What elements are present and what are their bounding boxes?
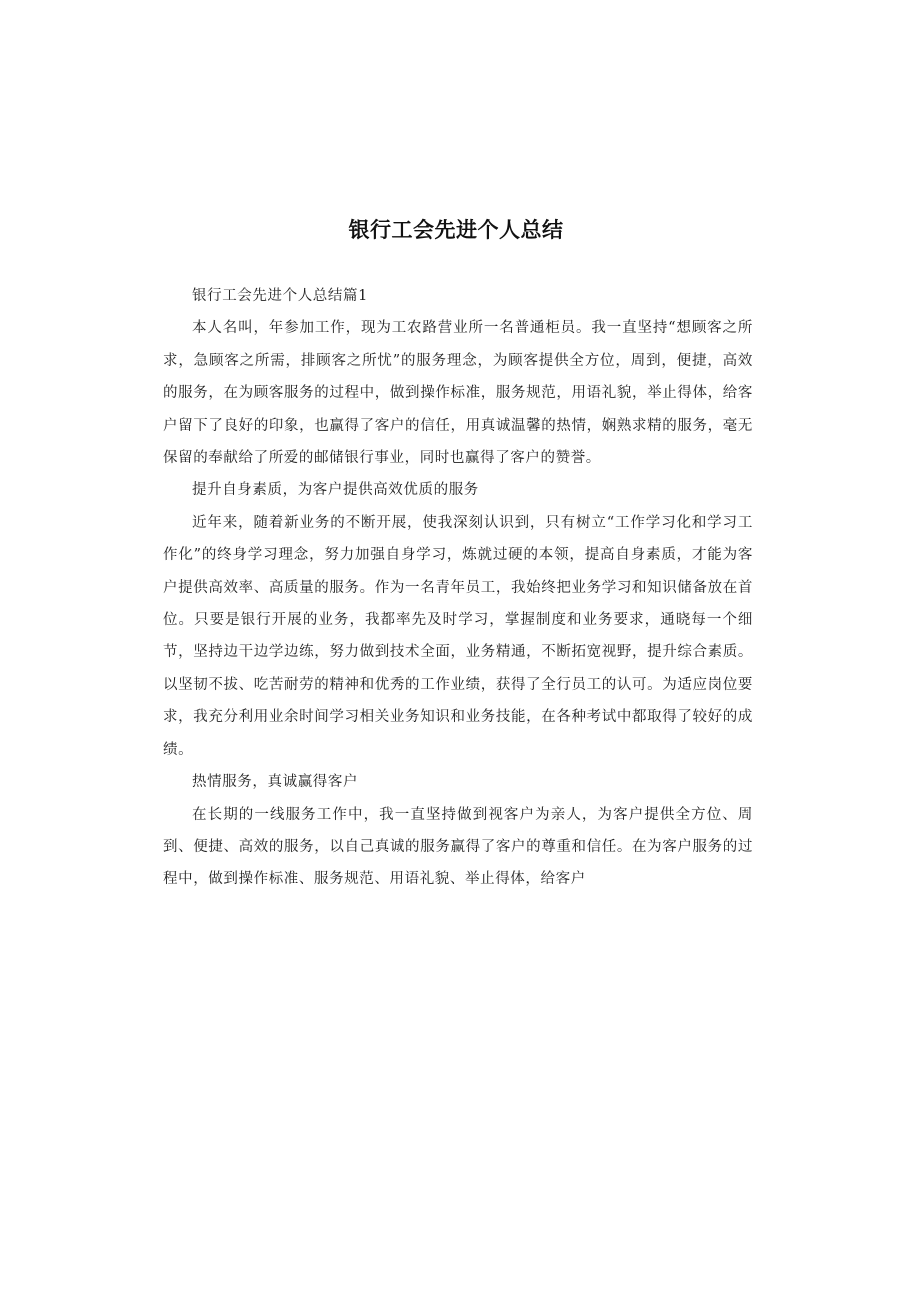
section-heading-warm-service: 热情服务，真诚赢得客户	[192, 774, 359, 791]
document-body	[163, 280, 753, 896]
paragraph-introduction: 本人名叫，年参加工作，现为工农路营业所一名普通柜员。我一直坚持“想顾客之所求，急顾客之所需，排顾客之所忧”的服务理念，为顾客提供全方位，周到，便捷，高效的服务，在为顾客服务的过程中，做到操作标准，服务规范，用语礼貌，举止得体，给客户留下了良好的印象，也赢得了客户的信任，用真诚温馨的热情，娴熟求精的服务，毫无保留的奉献给了所爱的邮储银行事业，同时也赢得了客户的赞誉。	[163, 320, 753, 467]
paragraph-self-improvement: 近年来，随着新业务的不断开展，使我深刻认识到，只有树立“工作学习化和学习工作化”的终身学习理念，努力加强自身学习，炼就过硬的本领，提高自身素质，才能为客户提供高效率、高质量的服务。作为一名青年员工，我始终把业务学习和知识储备放在首位。只要是银行开展的业务，我都率先及时学习，掌握制度和业务要求，通晓每一个细节，坚持边干边学边练，努力做到技术全面，业务精通，不断拓宽视野，提升综合素质。以坚韧不拔、吃苦耐劳的精神和优秀的工作业绩，获得了全行员工的认可。为适应岗位要求，我充分利用业余时间学习相关业务知识和业务技能，在各种考试中都取得了较好的成绩。	[163, 514, 753, 758]
document-title: 银行工会先进个人总结	[348, 218, 564, 242]
section-heading-summary-1: 银行工会先进个人总结篇1	[192, 288, 368, 304]
paragraph-warm-service: 在长期的一线服务工作中，我一直坚持做到视客户为亲人，为客户提供全方位、周到、便捷、高效的服务，以自己真诚的服务赢得了客户的尊重和信任。在为客户服务的过程中，做到操作标准、服务规范、用语礼貌、举止得体，给客户	[163, 806, 753, 888]
section-heading-self-improvement: 提升自身素质，为客户提供高效优质的服务	[192, 482, 479, 499]
